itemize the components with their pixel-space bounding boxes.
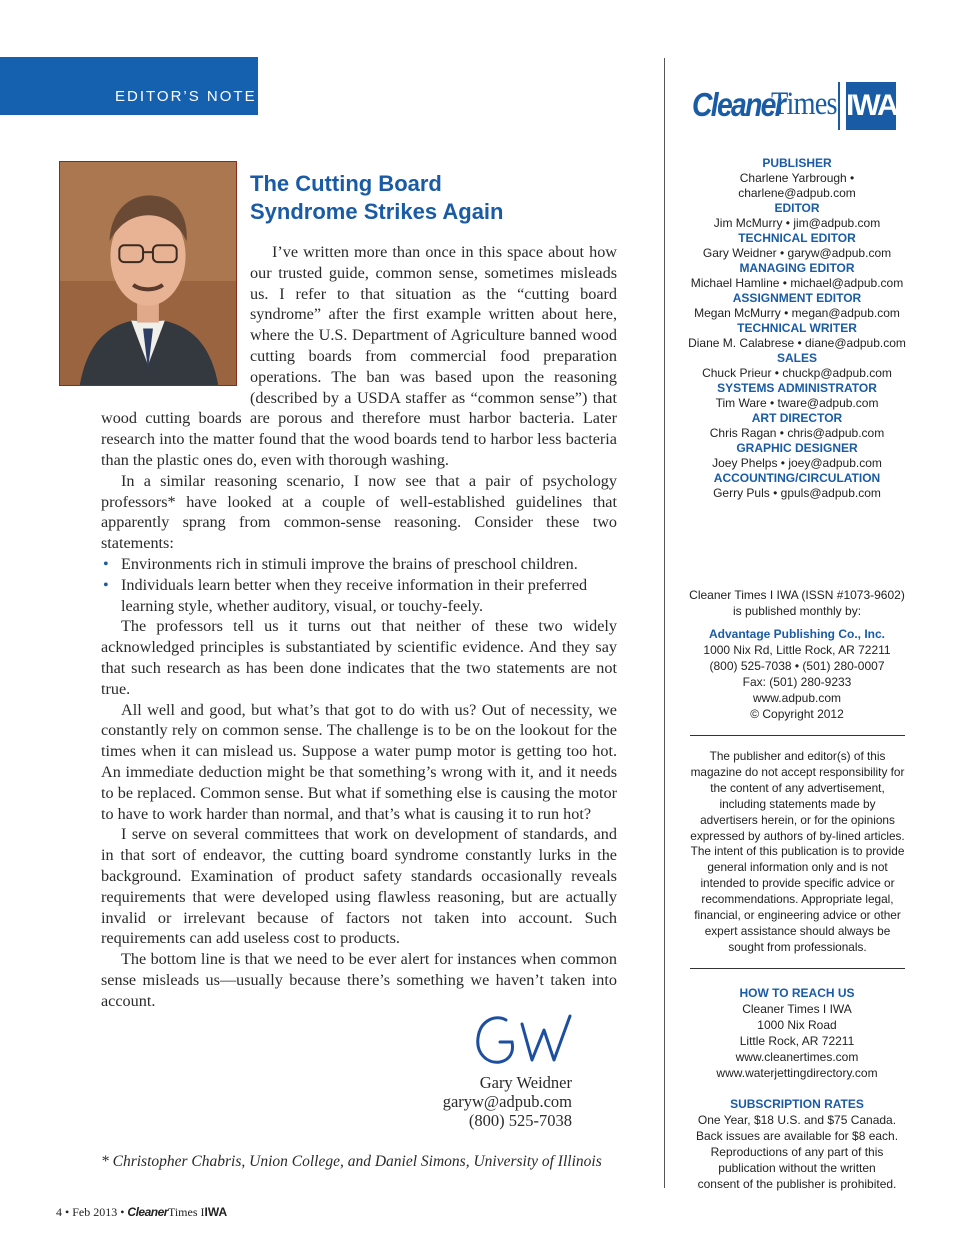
sidebar-divider	[690, 968, 905, 969]
rates-line: One Year, $18 U.S. and $75 Canada.	[697, 1113, 897, 1127]
masthead-role: ACCOUNTING/CIRCULATION	[713, 471, 881, 485]
masthead-name: Chuck Prieur • chuckp@adpub.com	[702, 366, 892, 380]
rates-line: Back issues are available for $8 each.	[695, 1129, 899, 1143]
masthead-role: PUBLISHER	[762, 156, 832, 170]
article-paragraph-6: The bottom line is that we need to be ever alert for instances when common sense misleads us—usually because there’s something we haven’t taken into account.	[101, 950, 617, 1010]
bullet-text: Individuals learn better when they receive information in their preferred learning style, whether auditory, visual, or touchy-feely.	[121, 575, 588, 615]
copyright: © Copyright 2012	[750, 707, 844, 721]
masthead-role: SYSTEMS ADMINISTRATOR	[717, 381, 877, 395]
footer-brand-iwa: IWA	[204, 1205, 228, 1219]
publisher-website: www.adpub.com	[752, 691, 842, 705]
masthead-name: Joey Phelps • joey@adpub.com	[712, 456, 882, 470]
rates-heading: SUBSCRIPTION RATES	[730, 1097, 864, 1111]
masthead-role: TECHNICAL EDITOR	[738, 231, 856, 245]
masthead-entry	[680, 321, 914, 351]
publisher-fax: Fax: (501) 280-9233	[742, 675, 852, 689]
contact-line: www.cleanertimes.com	[735, 1050, 859, 1064]
signature-mark	[470, 1006, 580, 1072]
masthead-role: EDITOR	[774, 201, 820, 215]
issn-line: Cleaner Times I IWA (ISSN #1073-9602)	[689, 588, 905, 602]
masthead-staff-list	[680, 156, 914, 501]
masthead-entry	[680, 381, 914, 411]
bullet-icon: •	[103, 554, 109, 573]
magazine-logo	[692, 82, 904, 132]
publisher-address: 1000 Nix Rd, Little Rock, AR 72211	[703, 643, 891, 657]
rates-line: publication without the written	[718, 1161, 876, 1175]
masthead-name: Michael Hamline • michael@adpub.com	[690, 276, 904, 290]
signoff-name: Gary Weidner	[479, 1073, 572, 1092]
footer-brand-separator: I	[200, 1205, 205, 1219]
signoff-phone: (800) 525-7038	[468, 1111, 572, 1130]
masthead-role: MANAGING EDITOR	[739, 261, 855, 275]
headline-line1: The Cutting Board	[250, 171, 442, 196]
rates-line: Reproductions of any part of this	[710, 1145, 884, 1159]
signoff-block	[380, 1073, 572, 1130]
contact-line: www.waterjettingdirectory.com	[716, 1066, 878, 1080]
logo-times: Times	[771, 86, 837, 122]
article-body	[101, 242, 617, 1011]
contact-heading: HOW TO REACH US	[739, 986, 855, 1000]
masthead-entry	[680, 471, 914, 501]
masthead-name: Charlene Yarbrough • charlene@adpub.com	[738, 171, 856, 200]
bullet-text: Environments rich in stimuli improve the brains of preschool children.	[121, 554, 578, 573]
masthead-role: SALES	[776, 351, 817, 365]
rates-line: consent of the publisher is prohibited.	[697, 1177, 897, 1191]
photo-wrap-spacer	[101, 242, 250, 408]
section-banner	[0, 57, 258, 115]
logo-cleaner: Cleaner	[692, 86, 785, 123]
contact-line: Cleaner Times I IWA	[742, 1002, 852, 1016]
contact-line: 1000 Nix Road	[757, 1018, 837, 1032]
masthead-entry	[680, 351, 914, 381]
masthead-entry	[680, 156, 914, 201]
masthead-name: Gary Weidner • garyw@adpub.com	[702, 246, 892, 260]
publisher-company: Advantage Publishing Co., Inc.	[708, 627, 885, 641]
publication-info	[680, 587, 914, 722]
list-item	[101, 554, 617, 575]
article-paragraph-3: The professors tell us it turns out that neither of these two widely acknowledged principles is substantiated by scientific evidence. And they say that such research as has been done indicates that the two statements are not true.	[101, 617, 617, 698]
masthead-entry	[680, 201, 914, 231]
article-headline	[250, 170, 630, 226]
logo-iwa: IWA	[846, 82, 896, 130]
issue-date: Feb 2013	[72, 1205, 118, 1219]
disclaimer: The publisher and editor(s) of this magazine do not accept responsibility for the content of any advertisement, including statements made by advertisers herein, or for the opinions expressed by authors of by-lined articles. The intent of this publication is to provide general information only and is not intended to provide specific advice or recommendations. Appropriate legal, financial, or engineering advice or other expert assistance should always be sought from professionals.	[690, 749, 905, 954]
footer-brand-times: Times	[167, 1205, 198, 1219]
page-number: 4	[56, 1205, 62, 1219]
footnote: * Christopher Chabris, Union College, and Daniel Simons, University of Illinois	[101, 1153, 602, 1170]
masthead-entry	[680, 261, 914, 291]
footer-separator: •	[120, 1205, 125, 1219]
masthead-name: Megan McMurry • megan@adpub.com	[694, 306, 900, 320]
list-item	[101, 575, 617, 617]
contact-line: Little Rock, AR 72211	[739, 1034, 855, 1048]
masthead-name: Gerry Puls • gpuls@adpub.com	[713, 486, 881, 500]
masthead-role: GRAPHIC DESIGNER	[736, 441, 858, 455]
footer-brand-cleaner: Cleaner	[127, 1205, 168, 1219]
column-divider	[664, 58, 665, 1188]
article-paragraph-1: I’ve written more than once in this space about how our trusted guide, common sense, sometimes misleads us. I refer to that situation as the “cutting board syndrome” after the first example written about here, where the U.S. Department of Agriculture banned wood cutting boards from commercial food preparation operations. The ban was based upon the reasoning (described by a USDA staffer as “common sense”) that wood cutting boards are porous and therefore must harbor bacteria. Later research into the matter found that the wood boards tend to harbor less bacteria than the plastic ones do, even with thorough washing.	[101, 243, 617, 469]
article-bullet-list	[101, 554, 617, 616]
masthead-entry	[680, 291, 914, 321]
masthead-entry	[680, 411, 914, 441]
contact-info	[680, 985, 914, 1081]
masthead-entry	[680, 441, 914, 471]
masthead-role: ASSIGNMENT EDITOR	[732, 291, 862, 305]
subscription-rates	[680, 1096, 914, 1192]
masthead-role: ART DIRECTOR	[751, 411, 843, 425]
headline-line2: Syndrome Strikes Again	[250, 199, 504, 224]
article-paragraph-4: All well and good, but what’s that got to do with us? Out of necessity, we constantly rely on common sense. The challenge is to be on the lookout for the times when it can mislead us. Suppose a water pump motor is getting too hot. An immediate deduction might be that something’s wrong with it, and it needs to be replaced. Common sense. But what if something else is causing the motor to have to work harder than normal, and that’s what is causing it to run hot?	[101, 700, 617, 823]
masthead-name: Chris Ragan • chris@adpub.com	[709, 426, 885, 440]
sidebar-divider	[690, 735, 905, 736]
masthead-name: Jim McMurry • jim@adpub.com	[713, 216, 881, 230]
publisher-phones: (800) 525-7038 • (501) 280-0007	[709, 659, 885, 673]
masthead-name: Diane M. Calabrese • diane@adpub.com	[688, 336, 906, 350]
issn-line: is published monthly by:	[732, 604, 862, 618]
bullet-icon: •	[103, 575, 109, 594]
footer-separator: •	[65, 1205, 70, 1219]
article-paragraph-2: In a similar reasoning scenario, I now see that a pair of psychology professors* have looked at a couple of well-established guidelines that apparently sprang from common-sense reasoning. Consider these two statements:	[101, 471, 617, 553]
page-footer	[56, 1205, 227, 1220]
masthead-entry	[680, 231, 914, 261]
article-paragraph-5: I serve on several committees that work on development of standards, and in that sort of endeavor, the cutting board syndrome constantly lurks in the background. Examination of product safety standards occasionally reveals requirements that were developed using flawless reasoning, but are actually invalid or irrelevant because of factors not taken into account. Such requirements can add useless cost to products.	[101, 825, 617, 948]
section-label: EDITOR’S NOTE	[115, 88, 257, 105]
masthead-role: TECHNICAL WRITER	[737, 321, 857, 335]
logo-divider	[838, 82, 840, 130]
signoff-email: garyw@adpub.com	[442, 1092, 572, 1111]
masthead-name: Tim Ware • tware@adpub.com	[715, 396, 879, 410]
